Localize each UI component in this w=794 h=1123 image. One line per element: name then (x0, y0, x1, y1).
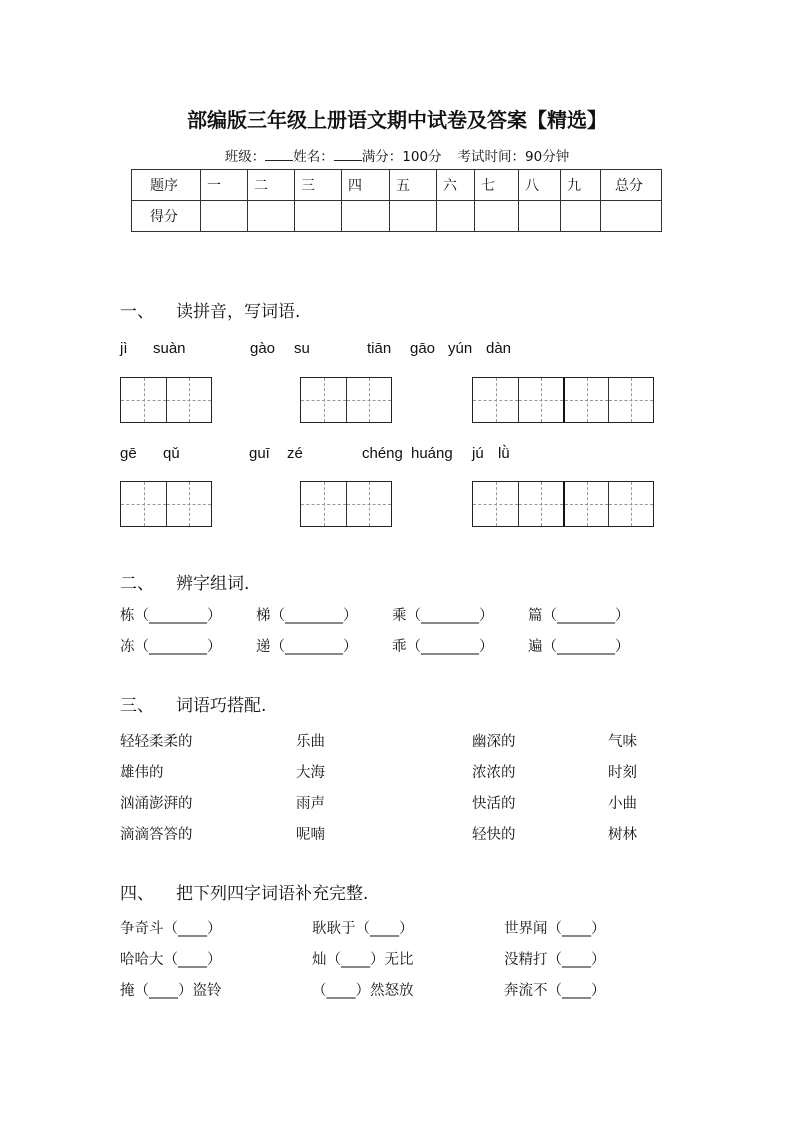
writing-cell[interactable] (473, 378, 518, 422)
writing-cell[interactable] (608, 482, 653, 526)
table-cell: 题序 (132, 170, 201, 201)
fill-item[interactable]: 梯（________） (256, 608, 358, 624)
pinyin: jì (120, 340, 128, 357)
section-number: 四、 (120, 884, 154, 904)
writing-cell[interactable] (608, 378, 653, 422)
section-number: 三、 (120, 696, 154, 716)
fill-item[interactable]: 奔流不（____） (504, 983, 606, 999)
exam-time: 考试时间：90分钟 (457, 149, 570, 165)
pinyin: su (294, 340, 310, 357)
section-number: 二、 (120, 574, 154, 594)
pinyin: yún (448, 340, 473, 357)
match-word: 轻快的 (472, 827, 516, 843)
fill-item[interactable]: 冻（________） (120, 639, 222, 655)
fill-item[interactable]: 乘（________） (392, 608, 494, 624)
section4-heading (120, 879, 368, 904)
writing-grid[interactable] (120, 481, 212, 527)
match-word: 快活的 (472, 796, 516, 812)
match-word: 雄伟的 (120, 765, 164, 781)
match-word: 轻轻柔柔的 (120, 734, 193, 750)
match-word: 时刻 (608, 765, 637, 781)
table-cell: 三 (295, 170, 342, 201)
writing-cell[interactable] (301, 482, 346, 526)
table-cell: 一 (201, 170, 248, 201)
exam-info (0, 145, 794, 165)
fill-item[interactable]: 耿耿于（____） (312, 921, 414, 937)
writing-cell[interactable] (346, 482, 391, 526)
fill-item[interactable]: 没精打（____） (504, 952, 606, 968)
pinyin: huáng (411, 445, 453, 462)
writing-cell[interactable] (518, 482, 563, 526)
pinyin: jú (472, 445, 484, 462)
fill-item[interactable]: 栋（________） (120, 608, 222, 624)
writing-grid[interactable] (472, 481, 654, 527)
fill-item[interactable]: 争奇斗（____） (120, 921, 222, 937)
fill-item[interactable]: 篇（________） (528, 608, 630, 624)
match-word: 浓浓的 (472, 765, 516, 781)
writing-cell[interactable] (563, 378, 608, 422)
section2-heading (120, 569, 249, 594)
table-cell: 七 (475, 170, 519, 201)
writing-grid[interactable] (472, 377, 654, 423)
table-cell: 五 (390, 170, 437, 201)
writing-cell[interactable] (518, 378, 563, 422)
section1-heading (120, 297, 300, 322)
match-word: 小曲 (608, 796, 637, 812)
table-cell: 九 (561, 170, 601, 201)
page-title: 部编版三年级上册语文期中试卷及答案【精选】 (187, 108, 607, 132)
writing-grid[interactable] (120, 377, 212, 423)
writing-cell[interactable] (346, 378, 391, 422)
fill-item[interactable]: 递（________） (256, 639, 358, 655)
section-title: 辨字组词. (176, 574, 250, 594)
score-cell[interactable] (342, 201, 390, 232)
name-label: 姓名： (293, 149, 334, 165)
pinyin: gào (250, 340, 276, 357)
pinyin: tiān (367, 340, 392, 357)
fill-item[interactable]: 灿（____）无比 (312, 952, 414, 968)
pinyin: gē (120, 445, 137, 462)
fill-item[interactable]: 乖（________） (392, 639, 494, 655)
score-cell[interactable] (437, 201, 475, 232)
writing-cell[interactable] (166, 378, 211, 422)
fill-item[interactable]: 掩（____）盗铃 (120, 983, 222, 999)
writing-cell[interactable] (473, 482, 518, 526)
section3-heading (120, 691, 266, 716)
match-word: 滴滴答答的 (120, 827, 193, 843)
fill-item[interactable]: 世界闻（____） (504, 921, 606, 937)
writing-cell[interactable] (166, 482, 211, 526)
writing-grid[interactable] (300, 377, 392, 423)
match-word: 雨声 (296, 796, 325, 812)
pinyin: chéng (362, 445, 403, 462)
score-cell[interactable] (295, 201, 342, 232)
table-cell: 八 (519, 170, 561, 201)
fill-item[interactable]: 哈哈大（____） (120, 952, 222, 968)
match-word: 幽深的 (472, 734, 516, 750)
full-score: 满分：100分 (361, 149, 442, 165)
score-cell[interactable] (201, 201, 248, 232)
score-table-header-row (132, 170, 662, 201)
fill-item[interactable]: 遍（________） (528, 639, 630, 655)
table-cell: 四 (342, 170, 390, 201)
pinyin: lǜ (498, 445, 510, 462)
table-cell: 六 (437, 170, 475, 201)
match-word: 树林 (608, 827, 637, 843)
score-cell[interactable] (561, 201, 601, 232)
match-word: 汹涌澎湃的 (120, 796, 193, 812)
section-title: 读拼音，写词语. (176, 302, 301, 322)
writing-cell[interactable] (121, 482, 166, 526)
section-title: 词语巧搭配. (176, 696, 267, 716)
pinyin: gāo (410, 340, 436, 357)
writing-grid[interactable] (300, 481, 392, 527)
match-word: 呢喃 (296, 827, 325, 843)
score-cell[interactable] (248, 201, 295, 232)
match-word: 乐曲 (296, 734, 325, 750)
pinyin: guī (249, 445, 270, 462)
table-cell: 总分 (601, 170, 662, 201)
match-word: 大海 (296, 765, 325, 781)
table-cell: 得分 (132, 201, 201, 232)
score-table-score-row (132, 201, 662, 232)
class-label: 班级： (224, 149, 266, 165)
class-blank[interactable] (265, 148, 293, 161)
writing-cell[interactable] (563, 482, 608, 526)
table-cell: 二 (248, 170, 295, 201)
writing-cell[interactable] (301, 378, 346, 422)
section-number: 一、 (120, 302, 154, 322)
pinyin: dàn (486, 340, 512, 357)
section-title: 把下列四字词语补充完整. (176, 884, 369, 904)
pinyin: qǔ (163, 445, 180, 462)
score-cell[interactable] (601, 201, 662, 232)
pinyin: suàn (153, 340, 186, 357)
fill-item[interactable]: （____）然怒放 (312, 983, 414, 999)
writing-cell[interactable] (121, 378, 166, 422)
score-cell[interactable] (519, 201, 561, 232)
score-cell[interactable] (475, 201, 519, 232)
pinyin: zé (287, 445, 303, 462)
name-blank[interactable] (334, 148, 362, 161)
match-word: 气味 (608, 734, 637, 750)
score-cell[interactable] (390, 201, 437, 232)
score-table (131, 169, 662, 232)
